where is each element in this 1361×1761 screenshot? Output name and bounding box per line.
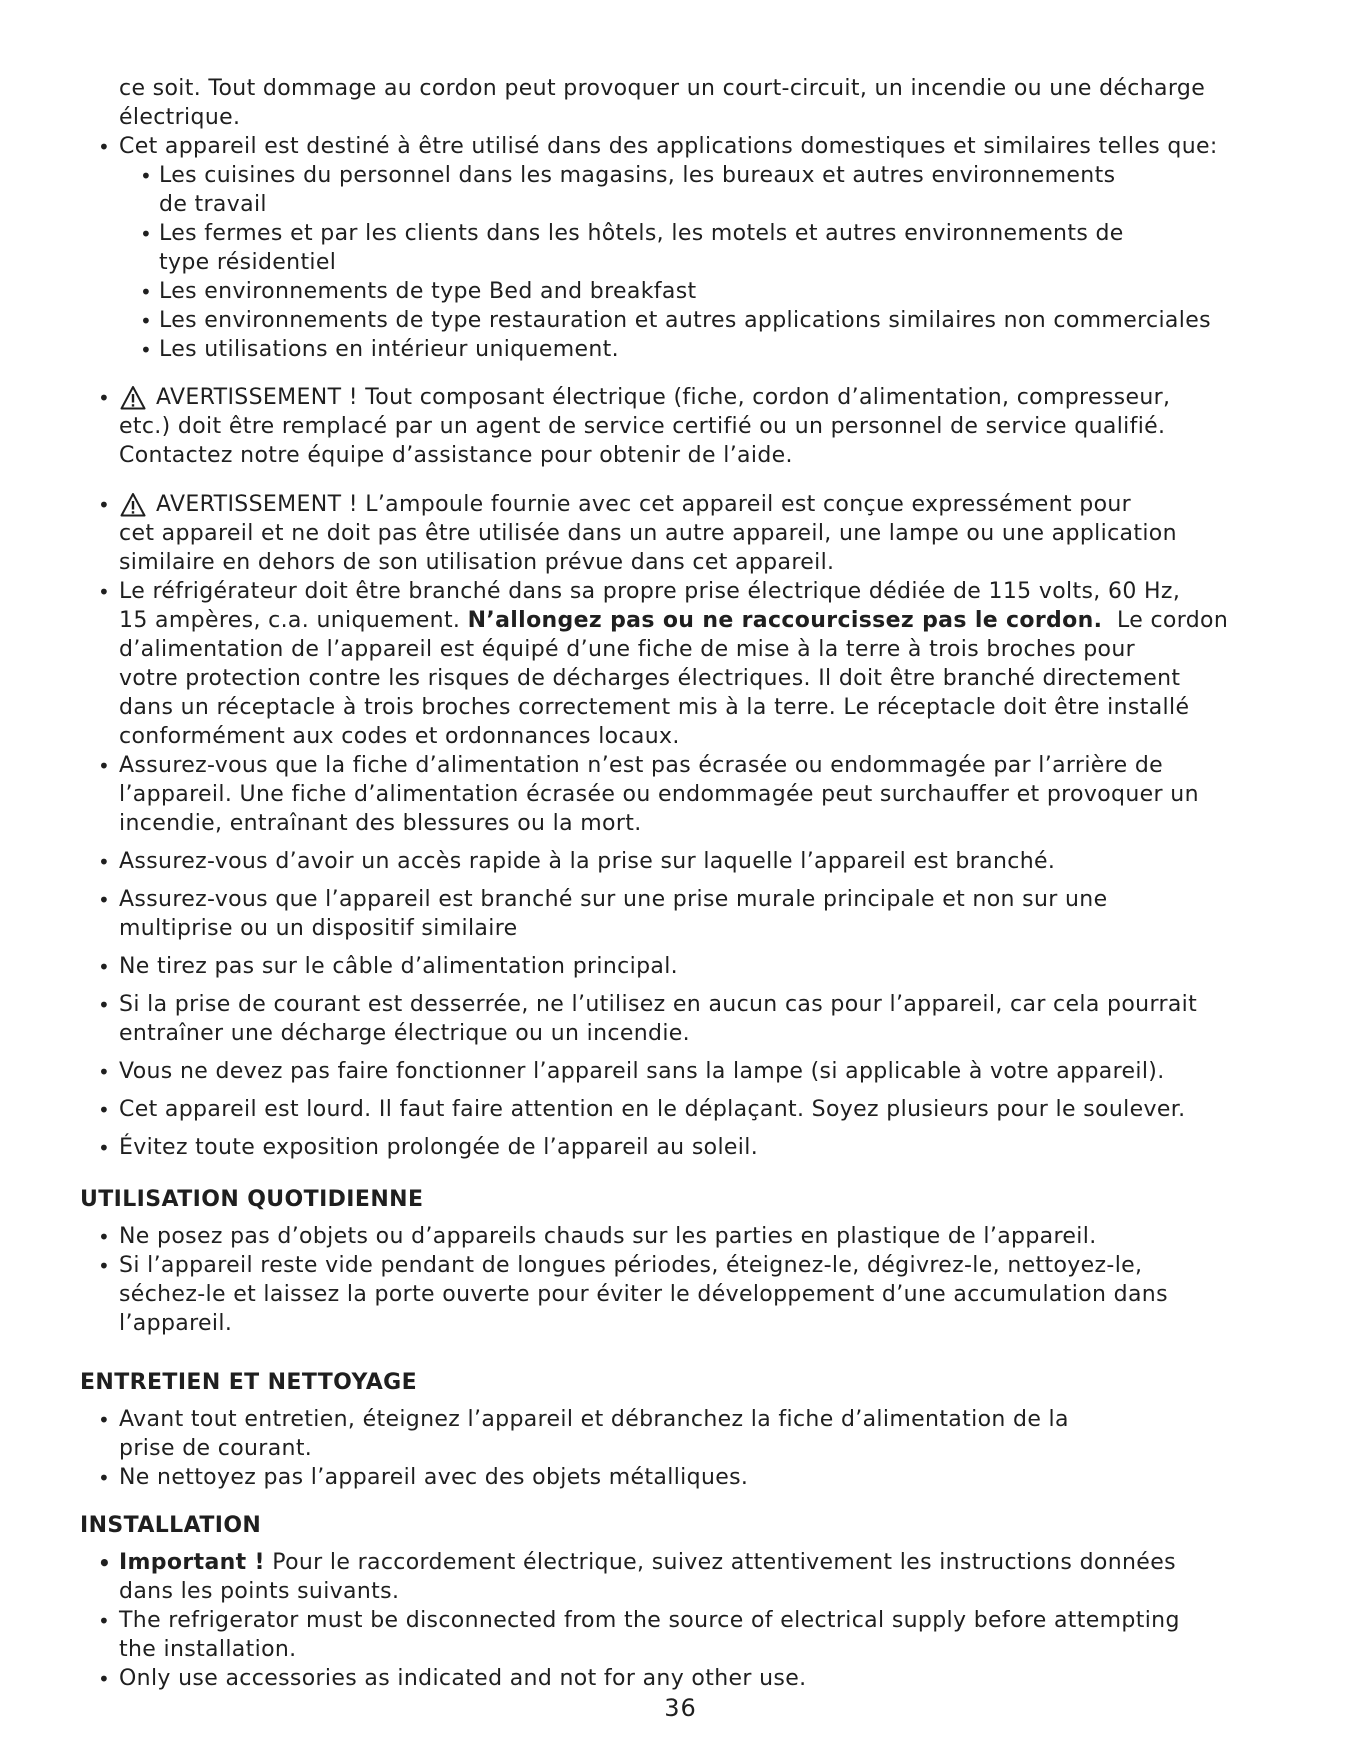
sub-bullet: • bbox=[140, 309, 152, 333]
plug-line-6: conformément aux codes et ordonnances locaux. bbox=[119, 724, 680, 749]
bullet: • bbox=[98, 888, 110, 912]
continuation-line-1: ce soit. Tout dommage au cordon peut provoquer un court-circuit, un incendie ou une décharge bbox=[119, 76, 1206, 101]
warning-2-line-3: similaire en dehors de son utilisation prévue dans cet appareil. bbox=[119, 550, 835, 575]
install-line-2b: the installation. bbox=[119, 1637, 297, 1662]
important-label: Important ! bbox=[119, 1550, 265, 1575]
warning-2-line-1: AVERTISSEMENT ! L’ampoule fournie avec cet appareil est conçue expressément pour bbox=[156, 492, 1132, 517]
wall-line-2: multiprise ou un dispositif similaire bbox=[119, 916, 518, 941]
section-heading-daily-use: UTILISATION QUOTIDIENNE bbox=[80, 1187, 424, 1212]
sub-bullet: • bbox=[140, 280, 152, 304]
plug-line-2-text: 15 ampères, c.a. uniquement. bbox=[119, 608, 468, 633]
pull-line: Ne tirez pas sur le câble d’alimentation principal. bbox=[119, 954, 679, 979]
install-line-1b: dans les points suivants. bbox=[119, 1579, 400, 1604]
page-number: 36 bbox=[664, 1694, 697, 1722]
bullet: • bbox=[98, 135, 110, 159]
warning-1-line-2: etc.) doit être remplacé par un agent de service certifié ou un personnel de service qualifié. bbox=[119, 414, 1166, 439]
warning-2-line-2: cet appareil et ne doit pas être utilisée dans un autre appareil, une lampe ou une application bbox=[119, 521, 1177, 546]
sub-bullet: • bbox=[140, 222, 152, 246]
install-line-2a: The refrigerator must be disconnected from the source of electrical supply before attempting bbox=[119, 1608, 1180, 1633]
bullet: • bbox=[98, 1060, 110, 1084]
loose-line-1: Si la prise de courant est desserrée, ne l’utilisez en aucun cas pour l’appareil, car cela pourrait bbox=[119, 992, 1198, 1017]
maint-line-2: Ne nettoyez pas l’appareil avec des objets métalliques. bbox=[119, 1465, 749, 1490]
bullet: • bbox=[98, 1667, 110, 1691]
wall-line-1: Assurez-vous que l’appareil est branché sur une prise murale principale et non sur une bbox=[119, 887, 1108, 912]
apps-sub-5: Les utilisations en intérieur uniquement. bbox=[159, 337, 619, 362]
heavy-line: Cet appareil est lourd. Il faut faire attention en le déplaçant. Soyez plusieurs pour le soulever. bbox=[119, 1097, 1186, 1122]
continuation-line-2: électrique. bbox=[119, 105, 241, 130]
daily-line-1: Ne posez pas d’objets ou d’appareils chauds sur les parties en plastique de l’appareil. bbox=[119, 1224, 1097, 1249]
bullet: • bbox=[98, 1098, 110, 1122]
bullet: • bbox=[98, 386, 110, 410]
maint-line-1a: Avant tout entretien, éteignez l’appareil et débranchez la fiche d’alimentation de la bbox=[119, 1407, 1069, 1432]
plug-line-2 bbox=[119, 606, 1228, 636]
bullet: • bbox=[98, 580, 110, 604]
bullet: • bbox=[98, 1136, 110, 1160]
cord-warning-bold: N’allongez pas ou ne raccourcissez pas le cordon. bbox=[467, 608, 1103, 633]
daily-line-2c: l’appareil. bbox=[119, 1311, 233, 1336]
crush-line-2: l’appareil. Une fiche d’alimentation écrasée ou endommagée peut surchauffer et provoquer un bbox=[119, 782, 1199, 807]
daily-line-2a: Si l’appareil reste vide pendant de longues périodes, éteignez-le, dégivrez-le, nettoyez-le, bbox=[119, 1253, 1143, 1278]
install-line-1a bbox=[119, 1548, 1176, 1578]
bullet: • bbox=[98, 493, 110, 517]
crush-line-1: Assurez-vous que la fiche d’alimentation n’est pas écrasée ou endommagée par l’arrière de bbox=[119, 753, 1164, 778]
install-line-1a-text: Pour le raccordement électrique, suivez attentivement les instructions données bbox=[264, 1550, 1176, 1575]
apps-sub-1b: de travail bbox=[159, 192, 267, 217]
apps-sub-2b: type résidentiel bbox=[159, 250, 337, 275]
apps-intro: Cet appareil est destiné à être utilisé dans des applications domestiques et similaires telles que: bbox=[119, 134, 1218, 159]
plug-line-2-tail: Le cordon bbox=[1102, 608, 1229, 633]
warning-1-line-1: AVERTISSEMENT ! Tout composant électrique (fiche, cordon d’alimentation, compresseur, bbox=[156, 385, 1171, 410]
sub-bullet: • bbox=[140, 164, 152, 188]
sub-bullet: • bbox=[140, 338, 152, 362]
section-heading-maintenance: ENTRETIEN ET NETTOYAGE bbox=[80, 1370, 418, 1395]
plug-line-5: dans un réceptacle à trois broches correctement mis à la terre. Le réceptacle doit être installé bbox=[119, 695, 1190, 720]
apps-sub-2a: Les fermes et par les clients dans les hôtels, les motels et autres environnements de bbox=[159, 221, 1124, 246]
bullet: • bbox=[98, 1254, 110, 1278]
sun-line: Évitez toute exposition prolongée de l’appareil au soleil. bbox=[119, 1135, 759, 1160]
plug-line-3: d’alimentation de l’appareil est équipé d’une fiche de mise à la terre à trois broches pour bbox=[119, 637, 1136, 662]
plug-line-1: Le réfrigérateur doit être branché dans sa propre prise électrique dédiée de 115 volts, 60 Hz, bbox=[119, 579, 1181, 604]
bullet: • bbox=[98, 1551, 111, 1575]
install-line-3: Only use accessories as indicated and not for any other use. bbox=[119, 1666, 807, 1691]
bullet: • bbox=[98, 1609, 110, 1633]
loose-line-2: entraîner une décharge électrique ou un incendie. bbox=[119, 1021, 691, 1046]
access-line: Assurez-vous d’avoir un accès rapide à la prise sur laquelle l’appareil est branché. bbox=[119, 849, 1056, 874]
bullet: • bbox=[98, 754, 110, 778]
bullet: • bbox=[98, 1408, 110, 1432]
bullet: • bbox=[98, 850, 110, 874]
apps-sub-3: Les environnements de type Bed and breakfast bbox=[159, 279, 697, 304]
warning-triangle-icon bbox=[120, 385, 146, 411]
apps-sub-4: Les environnements de type restauration et autres applications similaires non commerciales bbox=[159, 308, 1211, 333]
warning-triangle-icon bbox=[120, 492, 146, 518]
bullet: • bbox=[98, 1466, 110, 1490]
warning-1-line-3: Contactez notre équipe d’assistance pour obtenir de l’aide. bbox=[119, 443, 793, 468]
apps-sub-1a: Les cuisines du personnel dans les magasins, les bureaux et autres environnements bbox=[159, 163, 1116, 188]
bullet: • bbox=[98, 955, 110, 979]
lamp-line: Vous ne devez pas faire fonctionner l’appareil sans la lampe (si applicable à votre appareil). bbox=[119, 1059, 1165, 1084]
section-heading-installation: INSTALLATION bbox=[80, 1513, 262, 1538]
plug-line-4: votre protection contre les risques de décharges électriques. Il doit être branché directement bbox=[119, 666, 1181, 691]
bullet: • bbox=[98, 993, 110, 1017]
maint-line-1b: prise de courant. bbox=[119, 1436, 313, 1461]
crush-line-3: incendie, entraînant des blessures ou la mort. bbox=[119, 811, 642, 836]
bullet: • bbox=[98, 1225, 110, 1249]
daily-line-2b: séchez-le et laissez la porte ouverte pour éviter le développement d’une accumulation dans bbox=[119, 1282, 1168, 1307]
